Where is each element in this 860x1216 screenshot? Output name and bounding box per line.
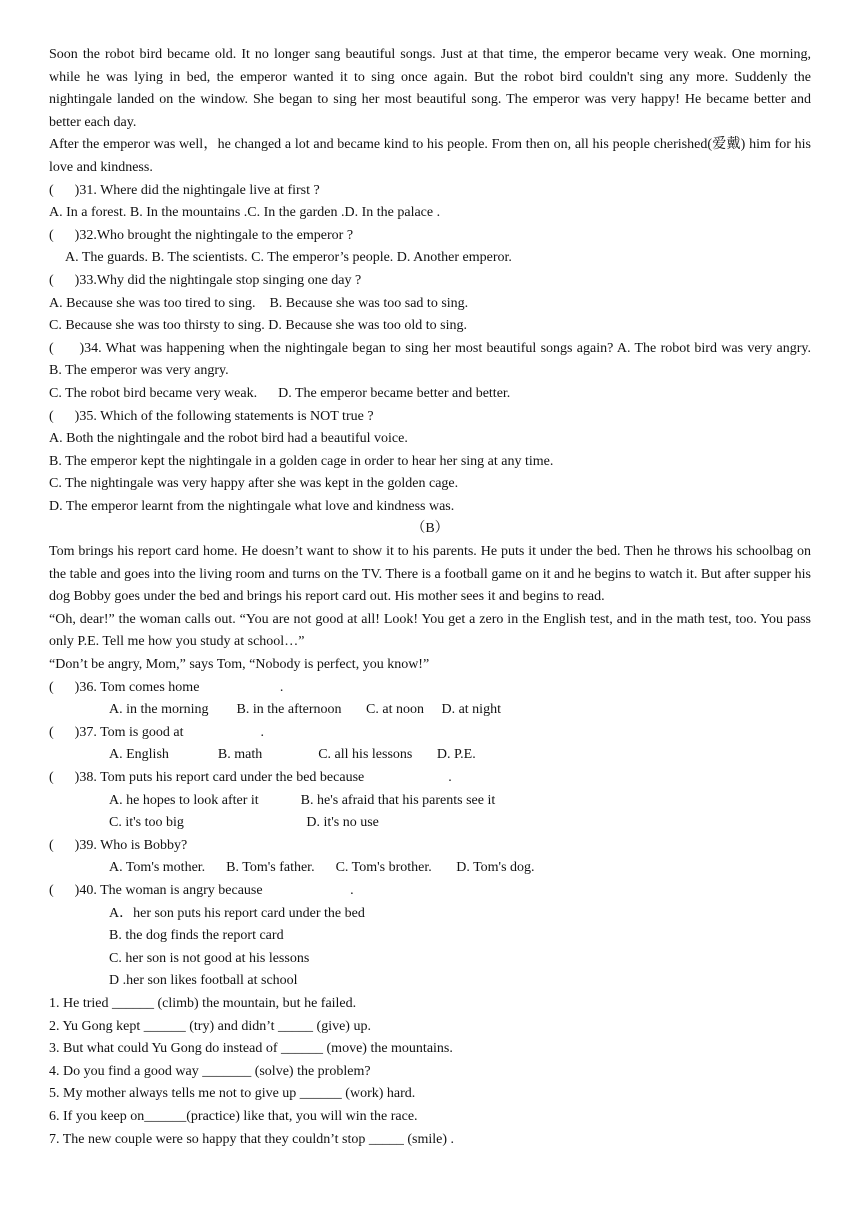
question-39: ( )39. Who is Bobby? <box>49 837 188 853</box>
question-38-options-1: A. he hopes to look after it B. he's afraid that his parents see it <box>109 792 496 808</box>
question-40-option-d: D .her son likes football at school <box>109 973 298 989</box>
question-32: ( )32.Who brought the nightingale to the emperor ? <box>49 227 354 243</box>
passage-b-paragraph-3: “Don’t be angry, Mom,” says Tom, “Nobody is perfect, you know!” <box>49 657 430 673</box>
question-33: ( )33.Why did the nightingale stop singing one day ? <box>49 272 362 288</box>
question-35: ( )35. Which of the following statements is NOT true ? <box>49 408 374 424</box>
question-34: ( )34. What was happening when the nightingale began to sing her most beautiful songs again? A. The robot bird was very angry. B. The emperor was very angry. <box>49 340 853 379</box>
question-35-option-d: D. The emperor learnt from the nightingale what love and kindness was. <box>49 498 455 514</box>
question-32-options: A. The guards. B. The scientists. C. The emperor’s people. D. Another emperor. <box>65 250 512 266</box>
question-38: ( )38. Tom puts his report card under the bed because . <box>49 770 452 785</box>
question-35-option-a: A. Both the nightingale and the robot bird had a beautiful voice. <box>49 431 408 447</box>
exercise-5: 5. My mother always tells me not to give up ______ (work) hard. <box>49 1086 416 1102</box>
question-34-options: C. The robot bird became very weak. D. The emperor became better and better. <box>49 385 511 401</box>
question-35-option-c: C. The nightingale was very happy after she was kept in the golden cage. <box>49 476 459 492</box>
question-39-options: A. Tom's mother. B. Tom's father. C. Tom's brother. D. Tom's dog. <box>109 860 535 876</box>
question-40: ( )40. The woman is angry because . <box>49 882 354 898</box>
passage-b-paragraph-1: Tom brings his report card home. He doesn’t want to show it to his parents. He puts it under the bed. Then he throws his schoolbag on the table and goes into the living room and turns on the TV. There is a football game on it and he begins to watch it. But after supper his dog Bobby goes under the bed and brings his report card out. His mother sees it and begins to read. <box>49 544 811 605</box>
passage-a-paragraph-1: Soon the robot bird became old. It no longer sang beautiful songs. Just at that time, the emperor became very weak. One morning, while he was lying in bed, the emperor wanted it to sing once again. But the robot bird couldn't sing any more. Suddenly the nightingale landed on the window. She began to sing her most beautiful song. The emperor was very happy! He became better and better each day. <box>49 47 811 130</box>
question-35-option-b: B. The emperor kept the nightingale in a golden cage in order to hear her sing at any time. <box>49 453 554 469</box>
question-40-option-a: A．her son puts his report card under the bed <box>109 905 365 921</box>
question-40-option-c: C. her son is not good at his lessons <box>109 950 310 966</box>
question-40-option-b: B. the dog finds the report card <box>109 928 284 944</box>
passage-b-paragraph-2: “Oh, dear!” the woman calls out. “You are not good at all! Look! You get a zero in the English test, and in the math test, too. You pass only P.E. Tell me how you study at school…” <box>49 611 811 650</box>
question-31-options: A. In a forest. B. In the mountains .C. In the garden .D. In the palace . <box>49 205 441 221</box>
question-37-options: A. English B. math C. all his lessons D. P.E. <box>109 747 476 763</box>
question-36-options: A. in the morning B. in the afternoon C. at noon D. at night <box>109 702 501 718</box>
exercise-1: 1. He tried ______ (climb) the mountain, but he failed. <box>49 995 357 1011</box>
exercise-4: 4. Do you find a good way _______ (solve) the problem? <box>49 1063 371 1079</box>
question-37: ( )37. Tom is good at . <box>49 724 264 740</box>
exercise-2: 2. Yu Gong kept ______ (try) and didn’t _____ (give) up. <box>49 1018 371 1034</box>
exercise-7: 7. The new couple were so happy that they couldn’t stop _____ (smile) . <box>49 1131 455 1147</box>
question-33-options-1: A. Because she was too tired to sing. B. Because she was too sad to sing. <box>49 295 469 311</box>
question-31: ( )31. Where did the nightingale live at first ? <box>49 182 320 198</box>
section-b-heading: （B） <box>411 521 449 537</box>
exercise-3: 3. But what could Yu Gong do instead of ______ (move) the mountains. <box>49 1041 453 1057</box>
passage-a-paragraph-2: After the emperor was well，he changed a lot and became kind to his people. From then on, all his people cherished(爱戴) him for his love and kindness. <box>49 137 811 175</box>
question-38-options-2: C. it's too big D. it's no use <box>109 815 379 831</box>
question-33-options-2: C. Because she was too thirsty to sing. D. Because she was too old to sing. <box>49 318 468 334</box>
question-36: ( )36. Tom comes home . <box>49 679 284 695</box>
exercise-6: 6. If you keep on______(practice) like that, you will win the race. <box>49 1108 418 1124</box>
